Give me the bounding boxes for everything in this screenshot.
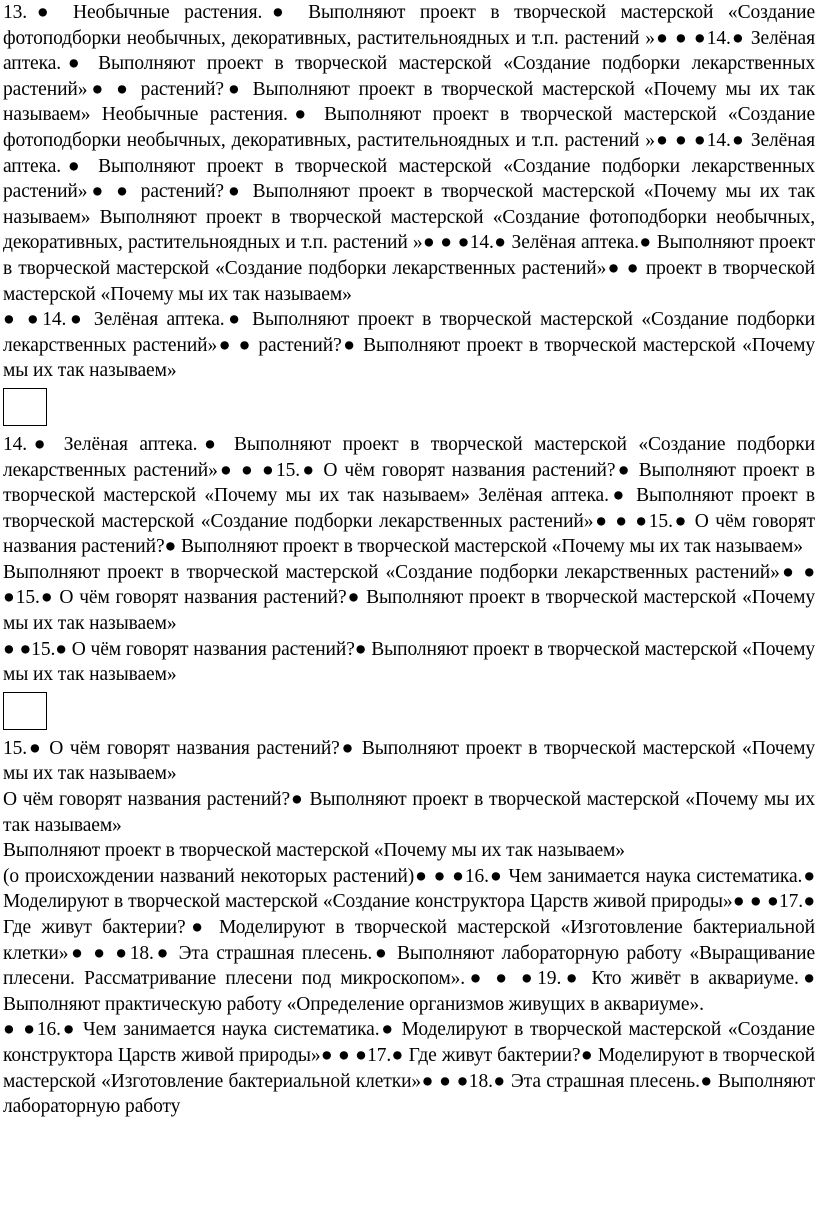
text-paragraph: Выполняют проект в творческой мастерской «Создание подборки лекарственных растений»● ● ●15.● О чём говорят названия растений?● Выполняют проект в творческой мастерской «Почему мы их так называем» — [3, 561, 815, 635]
empty-box — [3, 692, 47, 730]
text-paragraph: 14.● Зелёная аптека.● Выполняют проект в творческой мастерской «Создание подборки лекарственных растений»● ● ●15.● О чём говорят названия растений?● Выполняют проект в творческой мастерской «Почему мы их так называем» Зелёная аптека.● Выполняют проект в творческой мастерской «Создание подборки лекарственных растений»● ● ●15.● О чём говорят названия растений?● Выполняют проект в творческой мастерской «Почему мы их так называем» — [3, 433, 815, 558]
text-paragraph: О чём говорят названия растений?● Выполняют проект в творческой мастерской «Почему мы их так называем» — [3, 789, 815, 836]
text-paragraph: ● ●14.● Зелёная аптека.● Выполняют проект в творческой мастерской «Создание подборки лекарственных растений»● ● растений?● Выполняют проект в творческой мастерской «Почему мы их так называем» — [3, 309, 815, 382]
text-paragraph: 15.● О чём говорят названия растений?● Выполняют проект в творческой мастерской «Почему мы их так называем» — [3, 737, 815, 785]
text-paragraph: 13.● Необычные растения.● Выполняют проект в творческой мастерской «Создание фотоподборки необычных, декоративных, растительноядных и т.п. растений »● ● ●14.● Зелёная аптека.● Выполняют проект в творческой мастерской «Создание подборки лекарственных растений»● ● растений?● Выполняют проект в творческой мастерской «Почему мы их так называем» Необычные растения.● Выполняют проект в творческой мастерской «Создание фотоподборки необычных, декоративных, растительноядных и т.п. растений »● ● ●14.● Зелёная аптека.● Выполняют проект в творческой мастерской «Создание подборки лекарственных растений»● ● растений?● Выполняют проект в творческой мастерской «Почему мы их так называем» Выполняют проект в творческой мастерской «Создание фотоподборки необычных, декоративных, растительноядных и т.п. растений »● ● ●14.● Зелёная аптека.● Выполняют проект в творческой мастерской «Создание подборки лекарственных растений»● ● проект в творческой мастерской «Почему мы их так называем» — [3, 2, 815, 305]
empty-box — [3, 388, 47, 426]
text-paragraph: (о происхождении названий некоторых растений)● ● ●16.● Чем занимается наука систематика.● Моделируют в творческой мастерской «Создание конструктора Царств живой природы»● ● ●17.● Где живут бактерии?● Моделируют в творческой мастерской «Изготовление бактериальной клетки»● ● ●18.● Эта страшная плесень.● Выполняют лабораторную работу «Выращивание плесени. Рассматривание плесени под микроскопом».● ● ●19.● Кто живёт в аквариуме.● Выполняют практическую работу «Определение организмов живущих в аквариуме». — [3, 865, 815, 1015]
text-paragraph: Выполняют проект в творческой мастерской «Почему мы их так называем» — [3, 840, 625, 862]
text-paragraph: ● ●16.● Чем занимается наука систематика.● Моделируют в творческой мастерской «Создание конструктора Царств живой природы»● ● ●17.● Где живут бактерии?● Моделируют в творческой мастерской «Изготовление бактериальной клетки»● ● ●18.● Эта страшная плесень.● Выполняют лабораторную работу — [3, 1019, 815, 1118]
text-paragraph: ● ●15.● О чём говорят названия растений?● Выполняют проект в творческой мастерской «Почему мы их так называем» — [3, 638, 815, 686]
